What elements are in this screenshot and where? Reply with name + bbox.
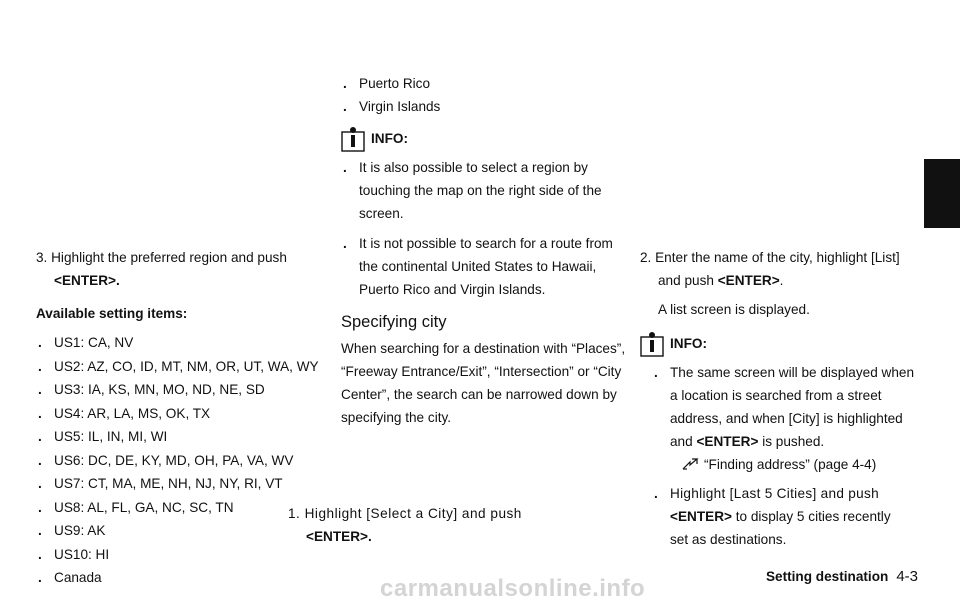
- list-item: . US2: AZ, CO, ID, MT, NM, OR, UT, WA, WY: [36, 355, 326, 378]
- bullet-icon: .: [343, 99, 347, 114]
- section-paragraph: When searching for a destination with “Places”, “Freeway Entrance/Exit”, “Intersection” or “City Center”, the search can be narrowed down by specifying the city.: [341, 341, 626, 425]
- bullet-icon: .: [38, 570, 42, 585]
- bullet-icon: .: [343, 236, 347, 251]
- bullet-icon: .: [38, 523, 42, 538]
- bullet-icon: .: [38, 452, 42, 468]
- bullet-icon: .: [343, 160, 347, 175]
- step3-line2: <ENTER>.: [54, 273, 120, 288]
- page-reference: “Finding address” (page 4-4): [652, 453, 922, 476]
- list-item: . US8: AL, FL, GA, NC, SC, TN: [36, 496, 326, 519]
- list-item: . US7: CT, MA, ME, NH, NJ, NY, RI, VT: [36, 472, 326, 495]
- bullet-icon: .: [343, 76, 347, 91]
- info-item-last-5-cities: . Highlight [Last 5 Cities] and push <ENTER> to display 5 cities recently set as destinations.: [640, 482, 922, 551]
- list-item: . Canada: [36, 566, 326, 589]
- step2-line1: 2. Enter the name of the city, highlight [List]: [640, 250, 900, 265]
- list-displayed-text: A list screen is displayed.: [658, 302, 810, 317]
- info-item-same-screen: . The same screen will be displayed when a location is searched from a street address, and when [City] is highlighted and <ENTER> is pushed. “Finding address” (page 4-4): [640, 361, 922, 476]
- info-heading: INFO:: [341, 124, 621, 154]
- list-item: . US9: AK: [36, 519, 326, 542]
- bullet-icon: .: [38, 382, 42, 397]
- reference-arrow-icon: [682, 458, 700, 470]
- list-item: . US5: IL, IN, MI, WI: [36, 425, 326, 448]
- column-left: [36, 246, 326, 589]
- info-item-route-limit: . It is not possible to search for a route from the continental United States to Hawaii, Puerto Rico and Virgin Islands.: [341, 232, 621, 301]
- bullet-icon: .: [38, 476, 42, 491]
- bullet-icon: .: [38, 499, 42, 515]
- bullet-icon: .: [38, 546, 42, 562]
- list-item: . US4: AR, LA, MS, OK, TX: [36, 402, 326, 425]
- step1: 1. Highlight [Select a City] and push <ENTER>.: [288, 506, 522, 544]
- setting-items-list: [36, 331, 326, 589]
- step3-line1: 3. Highlight the preferred region and push: [36, 250, 287, 265]
- bullet-icon: .: [654, 486, 658, 501]
- list-item: . Puerto Rico: [341, 72, 621, 95]
- list-item: . Virgin Islands: [341, 95, 621, 118]
- list-item: . US3: IA, KS, MN, MO, ND, NE, SD: [36, 378, 326, 401]
- list-item: . US1: CA, NV: [36, 331, 326, 354]
- column-middle: [288, 72, 626, 544]
- bullet-icon: .: [38, 358, 42, 374]
- info-icon: [341, 124, 367, 152]
- step2-line2: and push <ENTER>.: [658, 273, 784, 288]
- column-right: [640, 246, 922, 551]
- bullet-icon: .: [38, 429, 42, 444]
- info-icon: [640, 329, 666, 357]
- bullet-icon: .: [654, 365, 658, 380]
- watermark: carmanualsonline.info: [380, 575, 646, 602]
- page-number: 4-3: [896, 568, 918, 585]
- list-item: . US10: HI: [36, 543, 326, 566]
- bullet-icon: .: [38, 335, 42, 350]
- info-heading: INFO:: [640, 329, 922, 359]
- info-item-region-touch: . It is also possible to select a region by touching the map on the right side of the screen.: [341, 156, 621, 225]
- section-title: Specifying city: [341, 313, 447, 331]
- list-item: . US6: DC, DE, KY, MD, OH, PA, VA, WV: [36, 449, 326, 472]
- footer-title: Setting destination: [765, 569, 889, 584]
- bullet-icon: .: [38, 405, 42, 421]
- available-heading: Available setting items:: [36, 306, 188, 321]
- chapter-tab: [924, 159, 960, 228]
